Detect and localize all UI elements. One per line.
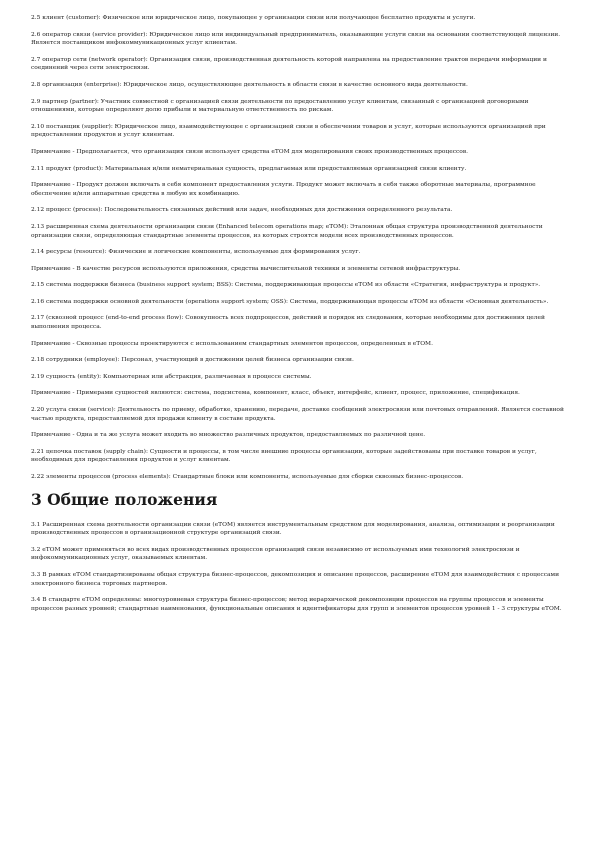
definition-paragraph: Примечание - Примерами сущностей являются: система, подсистема, компонент, класс, объект, интерфейс, клиент, процесс, приложение, спецификация. — [31, 390, 520, 397]
definition-paragraph: 2.19 сущность (entity): Компьютерная или абстракция, различаемая в процессе системы. — [31, 373, 312, 380]
definitions-list — [31, 14, 567, 482]
definition-paragraph: Примечание - Продукт должен включать в себя компонент предоставления услуги. Продукт может включать в себя также оборотные материалы, программное обеспечение и/или аппаратные средства в любую их комбинацию. — [31, 182, 536, 197]
definition-paragraph: 2.22 элементы процессов (process elements): Стандартные блоки или компоненты, используемые для сборки сквозных бизнес-процессов. — [31, 474, 464, 480]
section-heading: 3 Общие положения — [31, 489, 218, 509]
definition-paragraph: Примечание - Сквозные процессы проектируются с использованием стандартных элементов процессов, определенных в eTOM. — [31, 340, 433, 347]
definition-paragraph: 2.18 сотрудники (employee): Персонал, участвующий в достижении целей бизнеса организации связи. — [31, 357, 354, 364]
definition-paragraph: Примечание - Одна и та же услуга может входить во множество различных продуктов, предоставляемых по различной цене. — [31, 432, 426, 439]
definition-paragraph: 2.11 продукт (product): Материальная и/или нематериальная сущность, предлагаемая или предоставляемая организацией связи клиенту. — [31, 165, 467, 172]
definition-paragraph: 2.10 поставщик (supplier): Юридическое лицо, взаимодействующее с организацией связи в обеспечении товаров и услуг, которые используются организацией при предоставлении продуктов и услуг клиентам. — [31, 123, 546, 139]
definition-paragraph: Примечание - Предполагается, что организация связи использует средства eTOM для моделирования своих производственных процессов. — [31, 148, 469, 155]
definition-paragraph: 2.6 оператор связи (service provider): Юридическое лицо или индивидуальный предприниматель, оказывающие услуги связи на основании соответствующей лицензии. Является поставщиком инфокоммуникационных услуг клиентам. — [31, 31, 561, 47]
definition-paragraph: 2.20 услуга связи (service): Деятельность по приему, обработке, хранению, передаче, доставке сообщений электросвязи или почтовых отправлений. Является составной частью продукта, предоставляемой для продажи клиенту в составе продукта. — [31, 407, 564, 422]
definition-paragraph: 2.13 расширенная схема деятельности организации связи (Enhanced telecom operations map; eTOM): Эталонная общая структура производственной деятельности организации связи, определяющая стандартные элементы процессов, из которых строятся модели всех производственных процессов. — [31, 223, 543, 239]
definition-paragraph: 2.14 ресурсы (resource): Физические и логические компоненты, используемые для формирования услуг. — [31, 249, 361, 256]
provision-paragraph: 3.2 eTOM может применяться во всех видах производственных процессов организаций связи независимо от используемых ими технологий электросвязи и инфокоммуникационных услуг, оказываемых клиентам. — [31, 546, 520, 562]
definition-paragraph: 2.9 партнер (partner): Участник совместной с организацией связи деятельности по предоставлению услуг клиентам, связанный с организацией договорными отношениями, которые определяют долю прибыли и материальную ответственность по рискам. — [31, 98, 529, 114]
definition-paragraph: 2.5 клиент (customer): Физическое или юридическое лицо, покупающее у организации связи или получающее бесплатно продукты и услуги. — [31, 15, 476, 21]
definition-paragraph: 2.17 (сквозной процесс (end-to-end process flow): Совокупность всех подпроцессов, действий и порядок их следования, которые необходимы для достижения целей выполнения процесса. — [31, 315, 545, 331]
definition-paragraph: 2.16 система поддержки основной деятельности (operations support system; OSS): Система, поддерживающая процессы eTOM из области «Основная деятельность». — [31, 298, 549, 305]
definition-paragraph: 2.12 процесс (process): Последовательность связанных действий или задач, необходимых для достижения определенного результата. — [31, 207, 453, 214]
provision-paragraph: 3.4 В стандарте eTOM определены: многоуровневая структура бизнес-процессов; метод иерархической декомпозиции процессов на группы процессов и элементы процессов разных уровней; стандартные наименования, функциональные описания и идентификаторы для групп и элементов процессов уровней 1 - 3 структуры eTOM. — [31, 597, 562, 612]
definition-paragraph: Примечание - В качестве ресурсов используются приложения, средства вычислительной техники и элементы сетевой инфраструктуры. — [31, 265, 461, 272]
definition-paragraph: 2.15 система поддержки бизнеса (business support system; BSS): Система, поддерживающая процессы eTOM из области «Стратегия, инфраструктура и продукт». — [31, 282, 541, 289]
provision-paragraph: 3.1 Расширенная схема деятельности организации связи (eTOM) является инструментальным средством для моделирования, анализа, оптимизации и реорганизации производственных процессов в организационной структуре организаций связи. — [31, 521, 555, 537]
definition-paragraph: 2.8 организация (enterprise): Юридическое лицо, осуществляющее деятельность в области связи в качестве основного вида деятельности. — [31, 81, 468, 88]
provision-paragraph: 3.3 В рамках eTOM стандартизированы общая структура бизнес-процессов, декомпозиция и описание процессов, расширение eTOM для взаимодействия с процессами электронного бизнеса торговых партнеров. — [31, 571, 560, 587]
page-content — [31, 14, 567, 621]
general-provisions-list — [31, 521, 567, 614]
definition-paragraph: 2.7 оператор сети (network operator): Организация связи, производственная деятельность которой направлена на предоставление трактов передачи информации и соединений через сети электросвязи. — [31, 56, 547, 72]
definition-paragraph: 2.21 цепочка поставок (supply chain): Сущности и процессы, в том числе внешние процессы организации, которые задействованы при поставке товаров и услуг, необходимых для предоставления продуктов и услуг клиентам. — [31, 448, 537, 464]
